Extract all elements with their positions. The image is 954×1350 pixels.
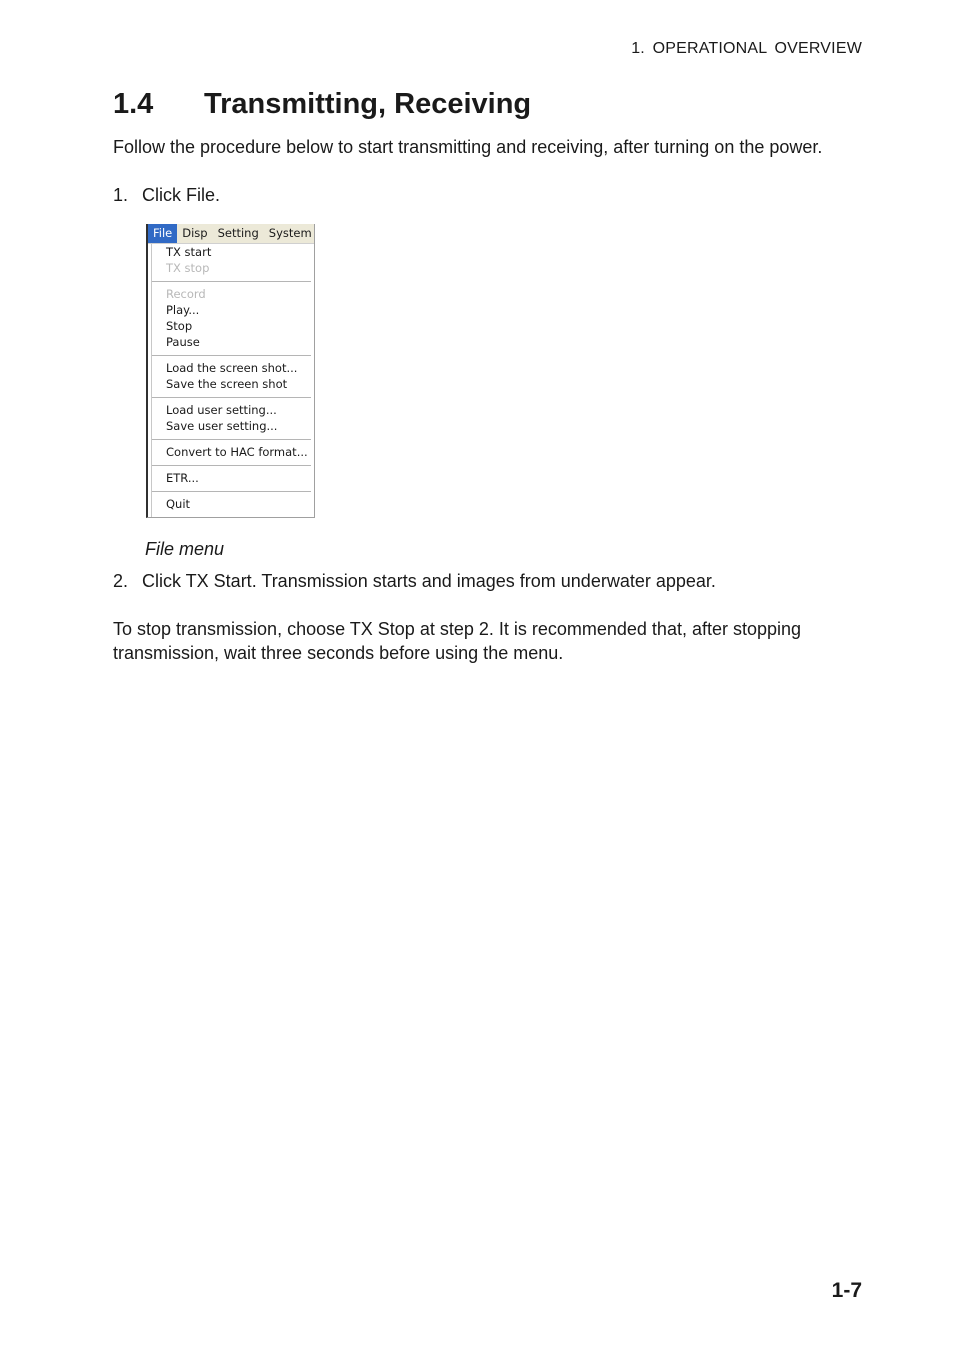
- menu-separator: [152, 355, 311, 356]
- menu-item-pause[interactable]: Pause: [166, 335, 200, 349]
- menu-file[interactable]: File: [148, 224, 177, 243]
- step-text: Click File.: [142, 185, 221, 205]
- menu-bar: [148, 224, 314, 244]
- menu-system[interactable]: System: [268, 226, 312, 240]
- menu-item-load-user-setting[interactable]: Load user setting...: [166, 403, 277, 417]
- step-2: [113, 569, 716, 593]
- menu-setting[interactable]: Setting: [217, 226, 259, 240]
- menu-item-convert-hac[interactable]: Convert to HAC format...: [166, 445, 308, 459]
- intro-paragraph: Follow the procedure below to start transmitting and receiving, after turning on the power.: [113, 137, 823, 157]
- menu-item-save-screen-shot[interactable]: Save the screen shot: [166, 377, 288, 391]
- step-number: 2.: [113, 571, 129, 591]
- running-header: 1. OPERATIONAL OVERVIEW: [631, 40, 862, 57]
- step-text: Click TX Start. Transmission starts and images from underwater appear.: [142, 571, 716, 591]
- section-title: [113, 88, 531, 121]
- menu-item-tx-stop: TX stop: [166, 261, 210, 275]
- menu-item-load-screen-shot[interactable]: Load the screen shot...: [166, 361, 298, 375]
- menu-separator: [152, 491, 311, 492]
- page-number: 1-7: [831, 1279, 862, 1302]
- file-dropdown: [151, 244, 311, 517]
- menu-disp[interactable]: Disp: [182, 226, 208, 240]
- menu-item-etr[interactable]: ETR...: [166, 471, 199, 485]
- file-menu-screenshot: [146, 224, 315, 518]
- menu-separator: [152, 281, 311, 282]
- section-title-text: Transmitting, Receiving: [204, 88, 532, 120]
- menu-separator: [152, 465, 311, 466]
- step-number: 1.: [113, 185, 129, 205]
- menu-item-tx-start[interactable]: TX start: [166, 245, 212, 259]
- menu-item-record: Record: [166, 287, 206, 301]
- menu-item-save-user-setting[interactable]: Save user setting...: [166, 419, 278, 433]
- menu-item-stop[interactable]: Stop: [166, 319, 193, 333]
- figure-caption: File menu: [145, 539, 225, 559]
- menu-item-play[interactable]: Play...: [166, 303, 200, 317]
- menu-separator: [152, 397, 311, 398]
- menu-item-quit[interactable]: Quit: [166, 497, 191, 511]
- section-number: 1.4: [113, 88, 154, 120]
- step-1: [113, 183, 220, 207]
- menu-separator: [152, 439, 311, 440]
- stop-note-paragraph: To stop transmission, choose TX Stop at step 2. It is recommended that, after stopping transmission, wait three seconds before using the menu.: [113, 619, 802, 663]
